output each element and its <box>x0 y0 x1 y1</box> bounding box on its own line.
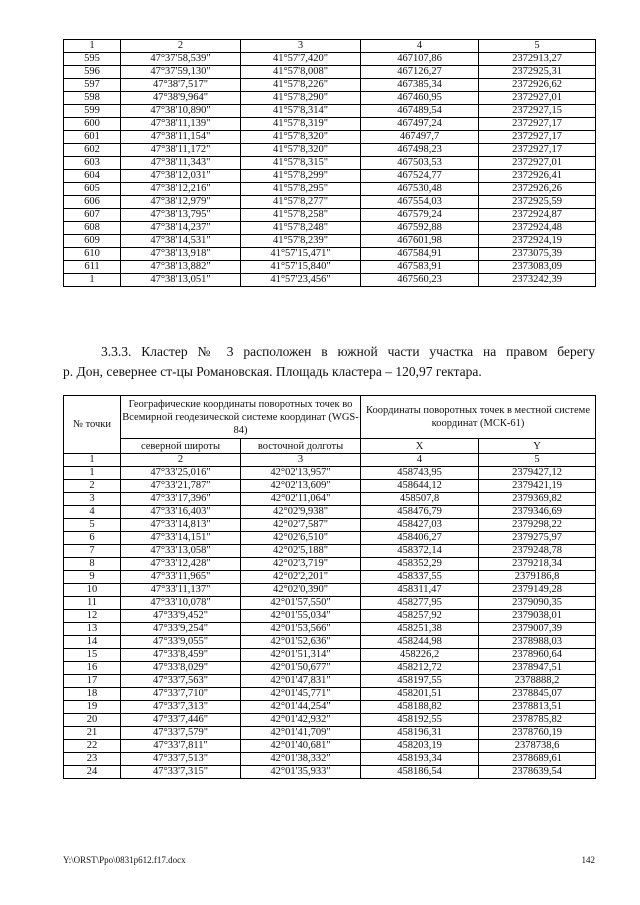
table-cell: 2372927,01 <box>479 92 596 105</box>
table-cell: 467560,23 <box>361 274 479 287</box>
header-point-number: № точки <box>64 396 121 454</box>
table-cell: 18 <box>64 688 121 701</box>
table-cell: 458192,55 <box>361 714 479 727</box>
table-cell: 47°33'7,313" <box>121 701 241 714</box>
table-cell: 606 <box>64 196 121 209</box>
header-latitude: северной широты <box>121 439 241 454</box>
table-cell: 458186,54 <box>361 766 479 779</box>
table-cell: 47°38'10,890" <box>121 105 241 118</box>
table-row <box>64 701 596 714</box>
table-cell: 47°33'14,813" <box>121 519 241 532</box>
table-cell: 42°02'5,188" <box>241 545 361 558</box>
table-row <box>64 170 596 183</box>
table-cell: 42°02'11,064" <box>241 493 361 506</box>
table-cell: 458196,31 <box>361 727 479 740</box>
table-cell: 2372927,17 <box>479 144 596 157</box>
table-cell: 458352,29 <box>361 558 479 571</box>
table-cell: 2372927,01 <box>479 157 596 170</box>
header-x: X <box>361 439 479 454</box>
table-cell: 467497,7 <box>361 131 479 144</box>
header-y: Y <box>479 439 596 454</box>
table-cell: 41°57'8,319" <box>241 118 361 131</box>
table-cell: 42°02'0,390" <box>241 584 361 597</box>
table-cell: 458203,19 <box>361 740 479 753</box>
table-row <box>64 261 596 274</box>
table-cell: 47°38'7,517" <box>121 79 241 92</box>
table-cell: 41°57'8,320" <box>241 144 361 157</box>
table-row <box>64 597 596 610</box>
table-cell: 41°57'8,290" <box>241 92 361 105</box>
table-cell: 42°02'3,719" <box>241 558 361 571</box>
table-cell: 47°38'12,031" <box>121 170 241 183</box>
table-cell: 47°37'58,539" <box>121 53 241 66</box>
column-number-cell: 5 <box>479 454 596 467</box>
table-cell: 47°33'7,710" <box>121 688 241 701</box>
table-cell: 47°38'14,237" <box>121 222 241 235</box>
table-cell: 47°33'7,579" <box>121 727 241 740</box>
table-cell: 47°38'11,154" <box>121 131 241 144</box>
table-cell: 458644,12 <box>361 480 479 493</box>
table-cell: 42°01'40,681" <box>241 740 361 753</box>
table-row <box>64 649 596 662</box>
table-cell: 467584,91 <box>361 248 479 261</box>
table-cell: 458476,79 <box>361 506 479 519</box>
table-cell: 42°01'55,034" <box>241 610 361 623</box>
table-cell: 41°57'15,840" <box>241 261 361 274</box>
table-cell: 47°33'14,151" <box>121 532 241 545</box>
table-cell: 2372924,48 <box>479 222 596 235</box>
table-cell: 12 <box>64 610 121 623</box>
table-cell: 24 <box>64 766 121 779</box>
table-cell: 47°33'7,446" <box>121 714 241 727</box>
table-cell: 2379275,97 <box>479 532 596 545</box>
table-cell: 42°02'6,510" <box>241 532 361 545</box>
table-cell: 458193,34 <box>361 753 479 766</box>
table-row <box>64 545 596 558</box>
table-cell: 467460,95 <box>361 92 479 105</box>
table-row <box>64 53 596 66</box>
table-row <box>64 196 596 209</box>
table-cell: 2372927,17 <box>479 131 596 144</box>
table-cell: 47°33'10,078" <box>121 597 241 610</box>
table-cell: 467385,34 <box>361 79 479 92</box>
table-cell: 596 <box>64 66 121 79</box>
column-number-row <box>64 40 596 53</box>
table-cell: 47°33'8,029" <box>121 662 241 675</box>
table-row <box>64 740 596 753</box>
table-cell: 2373075,39 <box>479 248 596 261</box>
table-cell: 21 <box>64 727 121 740</box>
table-cell: 47°38'14,531" <box>121 235 241 248</box>
table-cell: 467579,24 <box>361 209 479 222</box>
table-cell: 599 <box>64 105 121 118</box>
table-cell: 20 <box>64 714 121 727</box>
table-row <box>64 727 596 740</box>
column-number-cell: 3 <box>241 454 361 467</box>
table-row <box>64 675 596 688</box>
table-row <box>64 753 596 766</box>
column-number-cell: 2 <box>121 40 241 53</box>
table-cell: 458226,2 <box>361 649 479 662</box>
table-cell: 602 <box>64 144 121 157</box>
table-cell: 11 <box>64 597 121 610</box>
table-cell: 2379421,19 <box>479 480 596 493</box>
table-cell: 42°02'2,201" <box>241 571 361 584</box>
table-cell: 42°01'35,933" <box>241 766 361 779</box>
table-cell: 47°37'59,130" <box>121 66 241 79</box>
table-cell: 467554,03 <box>361 196 479 209</box>
table-cell: 47°38'12,216" <box>121 183 241 196</box>
table-cell: 2379007,39 <box>479 623 596 636</box>
table-cell: 47°33'11,137" <box>121 584 241 597</box>
table-cell: 2379186,8 <box>479 571 596 584</box>
table-cell: 42°01'52,636" <box>241 636 361 649</box>
table-cell: 42°01'53,566" <box>241 623 361 636</box>
table-cell: 42°02'7,587" <box>241 519 361 532</box>
table-cell: 467592,88 <box>361 222 479 235</box>
table-cell: 47°33'9,055" <box>121 636 241 649</box>
table-cell: 5 <box>64 519 121 532</box>
table-cell: 458277,95 <box>361 597 479 610</box>
table-row <box>64 183 596 196</box>
table-cell: 2372913,27 <box>479 53 596 66</box>
page-number: 142 <box>581 855 595 865</box>
header-longitude: восточной долготы <box>241 439 361 454</box>
table-cell: 2372925,59 <box>479 196 596 209</box>
column-number-cell: 2 <box>121 454 241 467</box>
table-cell: 42°01'38,332" <box>241 753 361 766</box>
table-cell: 2379149,28 <box>479 584 596 597</box>
table-cell: 458337,55 <box>361 571 479 584</box>
table-row <box>64 623 596 636</box>
table-cell: 47°38'11,172" <box>121 144 241 157</box>
table-cell: 2378960,64 <box>479 649 596 662</box>
table-cell: 7 <box>64 545 121 558</box>
table-cell: 458507,8 <box>361 493 479 506</box>
file-path: Y:\ORST\Ppo\0831p612.f17.docx <box>63 855 186 865</box>
table-cell: 467126,27 <box>361 66 479 79</box>
column-number-cell: 4 <box>361 454 479 467</box>
table-row <box>64 222 596 235</box>
coordinates-table-continued <box>63 39 596 287</box>
table-cell: 42°01'51,314" <box>241 649 361 662</box>
table-cell: 1 <box>64 467 121 480</box>
table-row <box>64 118 596 131</box>
table-cell: 467498,23 <box>361 144 479 157</box>
table-cell: 2378689,61 <box>479 753 596 766</box>
table-cell: 47°38'9,964" <box>121 92 241 105</box>
table-cell: 598 <box>64 92 121 105</box>
table-cell: 2372926,62 <box>479 79 596 92</box>
table-row <box>64 493 596 506</box>
table-cell: 467489,54 <box>361 105 479 118</box>
table-cell: 2379427,12 <box>479 467 596 480</box>
table-row <box>64 92 596 105</box>
table-cell: 2379369,82 <box>479 493 596 506</box>
table-cell: 2378639,54 <box>479 766 596 779</box>
table-cell: 2379218,34 <box>479 558 596 571</box>
table-cell: 42°01'42,932" <box>241 714 361 727</box>
table-row <box>64 662 596 675</box>
table-cell: 2378738,6 <box>479 740 596 753</box>
cluster-3-paragraph <box>63 342 595 382</box>
table-cell: 47°33'7,513" <box>121 753 241 766</box>
table-cell: 2372925,31 <box>479 66 596 79</box>
table-cell: 47°38'11,343" <box>121 157 241 170</box>
table-cell: 47°38'13,795" <box>121 209 241 222</box>
column-number-cell: 4 <box>361 40 479 53</box>
table-cell: 41°57'23,456" <box>241 274 361 287</box>
table-cell: 10 <box>64 584 121 597</box>
table-cell: 9 <box>64 571 121 584</box>
table-row <box>64 688 596 701</box>
table-cell: 47°33'11,965" <box>121 571 241 584</box>
table-cell: 607 <box>64 209 121 222</box>
table-cell: 14 <box>64 636 121 649</box>
table-row <box>64 480 596 493</box>
table-row <box>64 144 596 157</box>
paragraph-line-2: р. Дон, севернее ст-цы Романовская. Площадь кластера – 120,97 гектара. <box>63 364 482 379</box>
table-cell: 467107,86 <box>361 53 479 66</box>
table-cell: 2372926,41 <box>479 170 596 183</box>
table-cell: 42°01'44,254" <box>241 701 361 714</box>
table-cell: 2378813,51 <box>479 701 596 714</box>
table-cell: 2 <box>64 480 121 493</box>
header-local-coords: Координаты поворотных точек в местной системе координат (МСК-61) <box>361 396 596 439</box>
table-cell: 16 <box>64 662 121 675</box>
table-cell: 41°57'8,320" <box>241 131 361 144</box>
table-cell: 2372924,87 <box>479 209 596 222</box>
table-cell: 2373242,39 <box>479 274 596 287</box>
table-cell: 41°57'8,295" <box>241 183 361 196</box>
table-cell: 22 <box>64 740 121 753</box>
column-number-row <box>64 454 596 467</box>
table-cell: 458201,51 <box>361 688 479 701</box>
table-cell: 41°57'7,420" <box>241 53 361 66</box>
table-row <box>64 558 596 571</box>
table-cell: 467583,91 <box>361 261 479 274</box>
table-row <box>64 766 596 779</box>
table-cell: 458427,03 <box>361 519 479 532</box>
table-cell: 47°38'13,051" <box>121 274 241 287</box>
table-cell: 458311,47 <box>361 584 479 597</box>
table-cell: 2372927,17 <box>479 118 596 131</box>
table-cell: 47°38'12,979" <box>121 196 241 209</box>
table-row <box>64 467 596 480</box>
table-cell: 47°33'21,787" <box>121 480 241 493</box>
table-cell: 2379038,01 <box>479 610 596 623</box>
table-row <box>64 274 596 287</box>
table-cell: 458406,27 <box>361 532 479 545</box>
table-cell: 458251,38 <box>361 623 479 636</box>
table-cell: 458244,98 <box>361 636 479 649</box>
table-cell: 458372,14 <box>361 545 479 558</box>
table-cell: 609 <box>64 235 121 248</box>
table-cell: 1 <box>64 274 121 287</box>
table-cell: 608 <box>64 222 121 235</box>
table-cell: 47°33'7,563" <box>121 675 241 688</box>
table-row <box>64 66 596 79</box>
table-cell: 2373083,09 <box>479 261 596 274</box>
table-cell: 2378845,07 <box>479 688 596 701</box>
table-row <box>64 131 596 144</box>
table-row <box>64 636 596 649</box>
table-cell: 42°01'57,550" <box>241 597 361 610</box>
column-number-cell: 5 <box>479 40 596 53</box>
table-cell: 41°57'8,248" <box>241 222 361 235</box>
table-cell: 2372926,26 <box>479 183 596 196</box>
table-row <box>64 157 596 170</box>
column-number-cell: 1 <box>64 40 121 53</box>
table-cell: 6 <box>64 532 121 545</box>
table-cell: 601 <box>64 131 121 144</box>
table-cell: 42°01'41,709" <box>241 727 361 740</box>
table-cell: 47°33'8,459" <box>121 649 241 662</box>
table-cell: 458188,82 <box>361 701 479 714</box>
table-cell: 41°57'8,277" <box>241 196 361 209</box>
table-row <box>64 248 596 261</box>
column-number-cell: 3 <box>241 40 361 53</box>
table-cell: 47°33'9,254" <box>121 623 241 636</box>
table-row <box>64 714 596 727</box>
table-cell: 41°57'8,239" <box>241 235 361 248</box>
table-cell: 611 <box>64 261 121 274</box>
table-row <box>64 584 596 597</box>
table-cell: 42°01'47,831" <box>241 675 361 688</box>
table-row <box>64 610 596 623</box>
table-cell: 467524,77 <box>361 170 479 183</box>
table-cell: 3 <box>64 493 121 506</box>
table-cell: 458257,92 <box>361 610 479 623</box>
table-cell: 458197,55 <box>361 675 479 688</box>
table-cell: 17 <box>64 675 121 688</box>
table-cell: 42°01'45,771" <box>241 688 361 701</box>
table-cell: 41°57'8,008" <box>241 66 361 79</box>
table-cell: 2379248,78 <box>479 545 596 558</box>
table-cell: 2378947,51 <box>479 662 596 675</box>
table-cell: 604 <box>64 170 121 183</box>
table-cell: 42°01'50,677" <box>241 662 361 675</box>
table-cell: 603 <box>64 157 121 170</box>
table-cell: 41°57'15,471" <box>241 248 361 261</box>
table-cell: 41°57'8,299" <box>241 170 361 183</box>
table-cell: 15 <box>64 649 121 662</box>
table-cell: 2372924,19 <box>479 235 596 248</box>
cluster-3-coordinates-table <box>63 395 596 779</box>
table-cell: 42°02'9,938" <box>241 506 361 519</box>
table-cell: 47°33'25,016" <box>121 467 241 480</box>
table-cell: 595 <box>64 53 121 66</box>
table-cell: 13 <box>64 623 121 636</box>
table-cell: 467530,48 <box>361 183 479 196</box>
table-cell: 467497,24 <box>361 118 479 131</box>
table-cell: 467601,98 <box>361 235 479 248</box>
paragraph-line-1: 3.3.3. Кластер № 3 расположен в южной части участка на правом берегу <box>101 344 595 359</box>
table-cell: 47°33'12,428" <box>121 558 241 571</box>
table-cell: 2378760,19 <box>479 727 596 740</box>
table-cell: 2378888,2 <box>479 675 596 688</box>
table-cell: 47°33'13,058" <box>121 545 241 558</box>
table-cell: 2372927,15 <box>479 105 596 118</box>
table-cell: 47°33'17,396" <box>121 493 241 506</box>
table-cell: 41°57'8,226" <box>241 79 361 92</box>
table-row <box>64 209 596 222</box>
column-number-cell: 1 <box>64 454 121 467</box>
table-cell: 610 <box>64 248 121 261</box>
table-cell: 605 <box>64 183 121 196</box>
table-cell: 47°38'11,139" <box>121 118 241 131</box>
table-row <box>64 79 596 92</box>
table-cell: 8 <box>64 558 121 571</box>
table-row <box>64 571 596 584</box>
table-row <box>64 519 596 532</box>
table-cell: 19 <box>64 701 121 714</box>
table-cell: 2379298,22 <box>479 519 596 532</box>
table-row <box>64 105 596 118</box>
table-cell: 47°38'13,918" <box>121 248 241 261</box>
table-cell: 41°57'8,315" <box>241 157 361 170</box>
table-cell: 458212,72 <box>361 662 479 675</box>
table-cell: 458743,95 <box>361 467 479 480</box>
table-cell: 597 <box>64 79 121 92</box>
table-cell: 600 <box>64 118 121 131</box>
table-cell: 41°57'8,258" <box>241 209 361 222</box>
table-cell: 47°33'7,811" <box>121 740 241 753</box>
table-row <box>64 235 596 248</box>
table-row <box>64 506 596 519</box>
table-cell: 23 <box>64 753 121 766</box>
table-cell: 41°57'8,314" <box>241 105 361 118</box>
table-row <box>64 532 596 545</box>
table-cell: 2378785,82 <box>479 714 596 727</box>
table-cell: 47°33'16,403" <box>121 506 241 519</box>
table-cell: 42°02'13,609" <box>241 480 361 493</box>
table-cell: 47°38'13,882" <box>121 261 241 274</box>
table-cell: 42°02'13,957" <box>241 467 361 480</box>
table-cell: 47°33'7,315" <box>121 766 241 779</box>
table-cell: 467503,53 <box>361 157 479 170</box>
table-cell: 47°33'9,452" <box>121 610 241 623</box>
table-cell: 4 <box>64 506 121 519</box>
table-cell: 2379090,35 <box>479 597 596 610</box>
header-geographic-coords: Географические координаты поворотных точек во Всемирной геодезической системе координат (WGS-84) <box>121 396 361 439</box>
table-cell: 2379346,69 <box>479 506 596 519</box>
table-cell: 2378988,03 <box>479 636 596 649</box>
